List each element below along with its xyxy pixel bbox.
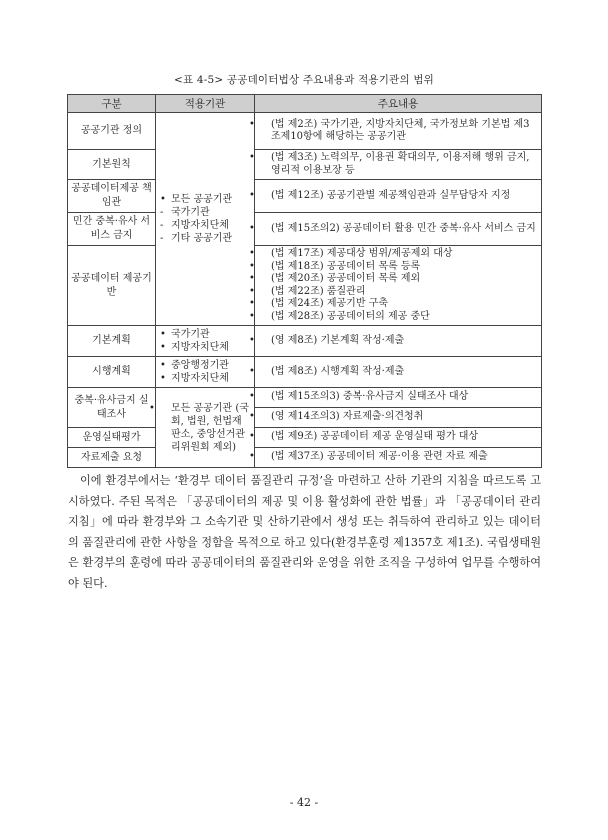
scope-bullet: • 지방자치단체 [160,372,250,385]
content-item: • (법 제9조) 공공데이터 제공 운영실태 평가 대상 [260,431,536,444]
header-content: 주요내용 [255,95,542,113]
scope-cell-all-public [156,113,255,326]
row-content [255,326,542,357]
header-category: 구분 [68,95,156,113]
row-content [255,408,542,428]
row-category: 자료제출 요청 [68,448,156,468]
scope-dash: - 기타 공공기관 [160,232,250,245]
table-header-row [68,95,542,113]
table-row [68,428,542,448]
table-row [68,326,542,357]
content-item: • (법 제18조) 공공데이터 목록 등록 [260,261,536,274]
content-item: • (법 제8조) 시행계획 작성·제출 [260,366,536,379]
page-number: - 42 - [289,796,319,809]
table-row [68,180,542,213]
content-item: • (법 제37조) 공공데이터 제공·이용 관련 자료 제출 [260,451,536,464]
content-item: • (영 제8조) 기본계획 작성·제출 [260,335,536,348]
paragraph-text: 이에 환경부에서는 ‘환경부 데이터 품질관리 규정’을 마련하고 산하 기관의 지침을 따르도록 고시하였다. 주된 목적은 「공공데이터의 제공 및 이용 활성화에 관한 법률」과 「공공데이터 관리지침」에 따라 환경부와 그 소속기관 및 산하기관에서 생성 또는 취득하여 관리하고 있는 데이터의 품질관리에 관한 사항을 정함을 목적으로 하고 있다(환경부훈령 제1357호 제1조). 국립생태원은 환경부의 훈령에 따라 공공데이터의 품질관리와 운영을 위한 조직을 구성하여 업무를 수행하여야 된다. [68,474,541,590]
row-category: 기본원칙 [68,150,156,180]
header-scope: 적용기관 [156,95,255,113]
content-item: • (법 제3조) 노력의무, 이용권 확대의무, 이용저해 행위 금지, 영리적 이용보장 등 [260,152,536,177]
row-content [255,428,542,448]
scope-bullet: • 모든 공공기관 (국회, 법원, 헌법재판소, 중앙선거관리위원회 제외) [160,402,250,454]
content-item: • (법 제15조의2) 공공데이터 활용 민간 중복·유사 서비스 금지 [260,223,536,236]
table-row [68,246,542,326]
scope-bullet: • 국가기관 [160,328,250,341]
row-category: 중복·유사금지 실태조사 [68,388,156,428]
scope-dash: - 국가기관 [160,206,250,219]
content-item: • (법 제17조) 제공대상 범위/제공제외 대상 [260,248,536,261]
scope-cell-excl-constitutional [156,388,255,468]
row-category: 운영실태평가 [68,428,156,448]
table-row [68,448,542,468]
row-content [255,357,542,388]
table-row [68,150,542,180]
row-category: 시행계획 [68,357,156,388]
table-row [68,357,542,388]
row-content [255,150,542,180]
content-item: • (법 제28조) 공공데이터의 제공 중단 [260,311,536,324]
table-row [68,213,542,246]
row-content [255,180,542,213]
row-category: 공공기관 정의 [68,113,156,150]
row-category: 기본계획 [68,326,156,357]
scope-cell-exec-plan [156,357,255,388]
content-item: • (법 제12조) 공공기관별 제공책임관과 실무담당자 지정 [260,190,536,203]
content-item: • (법 제24조) 제공기반 구축 [260,298,536,311]
row-content [255,246,542,326]
body-paragraph [68,471,541,594]
table-caption: <표 4-5> 공공데이터법상 주요내용과 적용기관의 범위 [173,74,435,86]
content-item: • (법 제2조) 국가기관, 지방자치단체, 국가정보화 기본법 제3조제10항에 해당하는 공공기관 [260,119,536,144]
table-row [68,113,542,150]
row-content [255,213,542,246]
content-item: • (법 제15조의3) 중복·유사금지 실태조사 대상 [260,391,536,404]
scope-dash: - 지방자치단체 [160,219,250,232]
content-item: • (법 제20조) 공공데이터 목록 제외 [260,273,536,286]
row-content [255,113,542,150]
row-category: 공공데이터제공 책임관 [68,180,156,213]
row-category: 공공데이터 제공기반 [68,246,156,326]
scope-bullet: • 중앙행정기관 [160,359,250,372]
scope-bullet: • 모든 공공기관 [160,193,250,206]
law-scope-table [67,94,542,468]
row-content [255,448,542,468]
content-item: • (법 제22조) 품질관리 [260,286,536,299]
table-row [68,388,542,408]
content-item: • (영 제14조의3) 자료제출·의견청취 [260,411,536,424]
scope-cell-basic-plan [156,326,255,357]
row-category: 민간 중복·유사 서비스 금지 [68,213,156,246]
scope-bullet: • 지방자치단체 [160,341,250,354]
row-content [255,388,542,408]
